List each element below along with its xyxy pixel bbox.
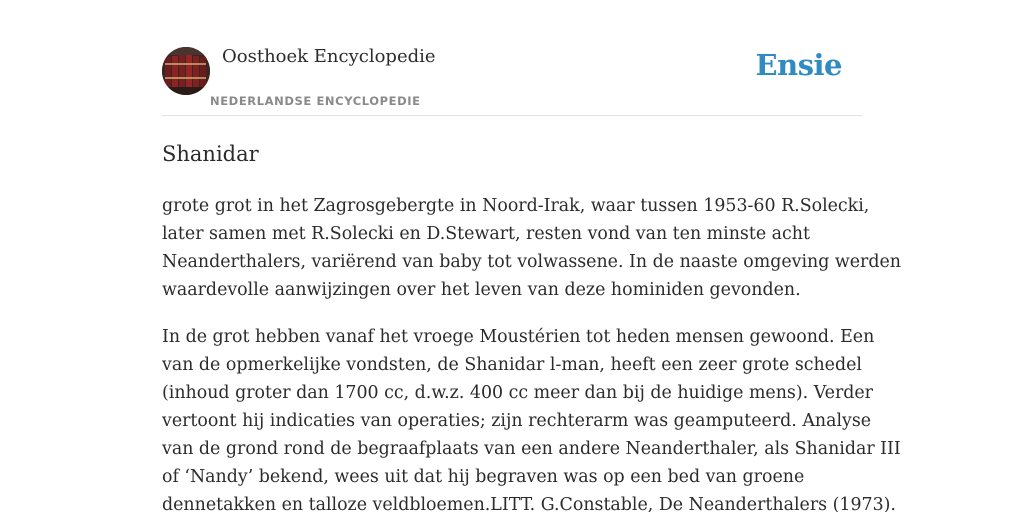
paragraph-line: (inhoud groter dan 1700 cc, d.w.z. 400 cc meer dan bij de huidige mens). Verder: [162, 383, 873, 403]
header-divider: [162, 115, 862, 116]
article-paragraph: [162, 323, 901, 512]
paragraph-line: dennetakken en talloze veldbloemen.LITT. G.Constable, De Neanderthalers (1973).: [162, 495, 896, 512]
paragraph-line: grote grot in het Zagrosgebergte in Noord-Irak, waar tussen 1953-60 R.Solecki,: [162, 196, 870, 216]
paragraph-line: van de opmerkelijke vondsten, de Shanidar l-man, heeft een zeer grote schedel: [162, 355, 862, 375]
paragraph-line: van de grond rond de begraafplaats van een andere Neanderthaler, als Shanidar III: [162, 439, 901, 459]
ensie-brand-link[interactable]: Ensie: [755, 48, 842, 82]
paragraph-line: waardevolle aanwijzingen over het leven van deze hominiden gevonden.: [162, 280, 801, 300]
site-header: [162, 46, 862, 116]
paragraph-line: vertoont hij indicaties van operaties; zijn rechterarm was geamputeerd. Analyse: [162, 411, 872, 431]
paragraph-line: later samen met R.Solecki en D.Stewart, resten vond van ten minste acht: [162, 224, 810, 244]
site-title[interactable]: Oosthoek Encyclopedie: [222, 46, 436, 67]
article-paragraph: [162, 192, 901, 304]
article-title: Shanidar: [162, 142, 259, 166]
article: [162, 140, 901, 512]
encyclopedia-books-icon[interactable]: [162, 47, 210, 95]
paragraph-line: of ‘Nandy’ bekend, wees uit dat hij begraven was op een bed van groene: [162, 467, 805, 487]
site-subtitle: NEDERLANDSE ENCYCLOPEDIE: [210, 94, 421, 108]
paragraph-line: In de grot hebben vanaf het vroege Moustérien tot heden mensen gewoond. Een: [162, 327, 875, 347]
paragraph-line: Neanderthalers, variërend van baby tot volwassene. In de naaste omgeving werden: [162, 252, 901, 272]
